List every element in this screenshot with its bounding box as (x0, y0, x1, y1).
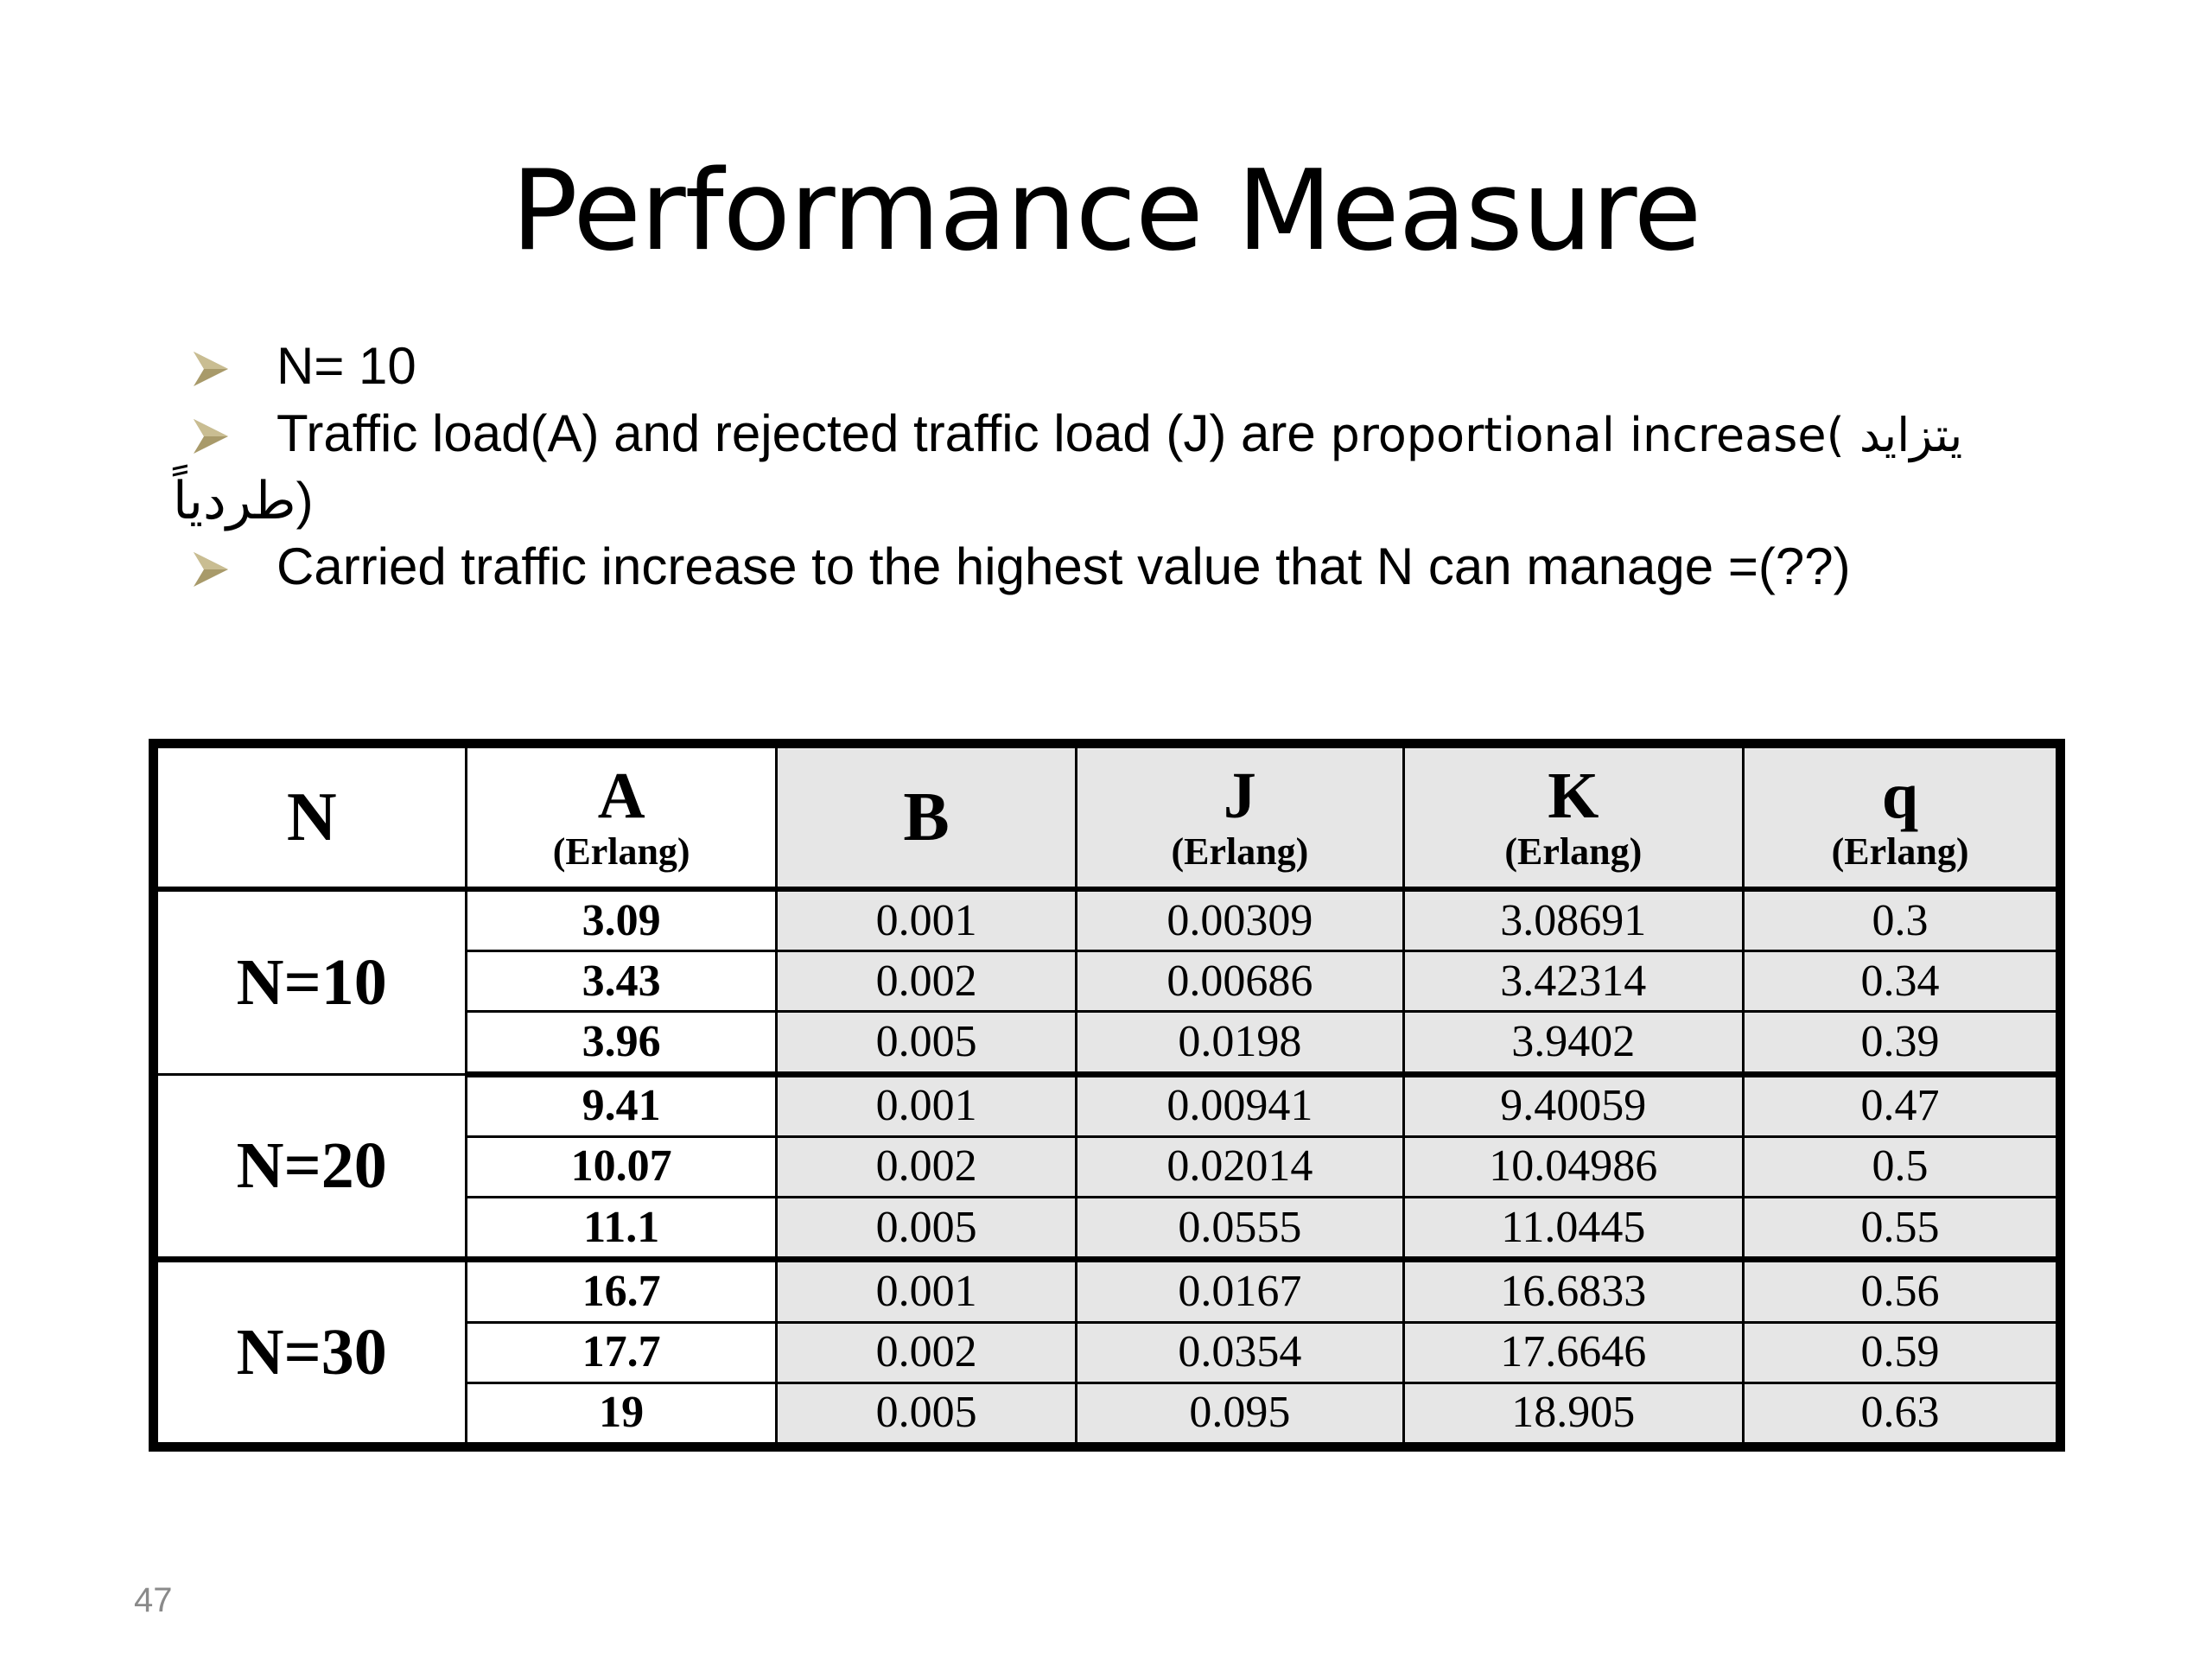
cell-a: 10.07 (467, 1136, 776, 1197)
bullet-item (173, 533, 2108, 601)
arrowhead-bullet-icon (192, 550, 230, 588)
table-row (157, 1260, 2057, 1322)
group-label-cell: N=20 (157, 1074, 467, 1260)
bullet-text-small: proportional increase( يتزايد (1330, 408, 1963, 462)
cell-k: 3.08691 (1403, 889, 1744, 951)
table-row (157, 889, 2057, 951)
bullet-item (173, 333, 2108, 400)
cell-j: 0.095 (1077, 1382, 1403, 1443)
bullet-list (173, 333, 2108, 601)
cell-q: 0.34 (1744, 951, 2057, 1012)
cell-q: 0.39 (1744, 1012, 2057, 1074)
cell-b: 0.001 (776, 889, 1076, 951)
cell-k: 17.6646 (1403, 1322, 1744, 1382)
cell-b: 0.002 (776, 1322, 1076, 1382)
group-label-cell: N=10 (157, 889, 467, 1074)
cell-j: 0.02014 (1077, 1136, 1403, 1197)
arrowhead-bullet-icon (192, 350, 230, 388)
column-header-n: N (157, 747, 467, 890)
bullet-text-continued: طردياً) (173, 472, 314, 530)
cell-q: 0.55 (1744, 1198, 2057, 1260)
cell-b: 0.002 (776, 951, 1076, 1012)
cell-k: 18.905 (1403, 1382, 1744, 1443)
cell-k: 3.9402 (1403, 1012, 1744, 1074)
table-header-row (157, 747, 2057, 890)
cell-b: 0.005 (776, 1012, 1076, 1074)
cell-b: 0.001 (776, 1260, 1076, 1322)
column-header-k: K (Erlang) (1403, 747, 1744, 890)
cell-j: 0.0354 (1077, 1322, 1403, 1382)
cell-k: 3.42314 (1403, 951, 1744, 1012)
cell-q: 0.47 (1744, 1074, 2057, 1136)
cell-b: 0.005 (776, 1198, 1076, 1260)
cell-q: 0.56 (1744, 1260, 2057, 1322)
slide-title: Performance Measure (511, 147, 1701, 276)
cell-q: 0.63 (1744, 1382, 2057, 1443)
cell-j: 0.0555 (1077, 1198, 1403, 1260)
cell-k: 16.6833 (1403, 1260, 1744, 1322)
cell-j: 0.0198 (1077, 1012, 1403, 1074)
cell-a: 9.41 (467, 1074, 776, 1136)
cell-j: 0.00309 (1077, 889, 1403, 951)
column-header-b: B (776, 747, 1076, 890)
cell-a: 3.96 (467, 1012, 776, 1074)
cell-k: 10.04986 (1403, 1136, 1744, 1197)
cell-k: 11.0445 (1403, 1198, 1744, 1260)
cell-q: 0.5 (1744, 1136, 2057, 1197)
column-header-j: J (Erlang) (1077, 747, 1403, 890)
cell-k: 9.40059 (1403, 1074, 1744, 1136)
cell-q: 0.3 (1744, 889, 2057, 951)
cell-j: 0.00686 (1077, 951, 1403, 1012)
cell-j: 0.00941 (1077, 1074, 1403, 1136)
cell-a: 3.09 (467, 889, 776, 951)
bullet-item (173, 400, 2108, 533)
bullet-text: Traffic load(A) and rejected traffic load (J) are (276, 404, 1331, 462)
column-header-q: q (Erlang) (1744, 747, 2057, 890)
table-row (157, 1074, 2057, 1136)
cell-a: 3.43 (467, 951, 776, 1012)
bullet-text: Carried traffic increase to the highest value that N can manage =(??) (276, 537, 1851, 595)
column-header-a: A (Erlang) (467, 747, 776, 890)
cell-a: 11.1 (467, 1198, 776, 1260)
arrowhead-bullet-icon (192, 417, 230, 455)
cell-b: 0.001 (776, 1074, 1076, 1136)
cell-b: 0.005 (776, 1382, 1076, 1443)
cell-b: 0.002 (776, 1136, 1076, 1197)
performance-table-frame (149, 739, 2065, 1452)
cell-a: 19 (467, 1382, 776, 1443)
cell-a: 17.7 (467, 1322, 776, 1382)
cell-a: 16.7 (467, 1260, 776, 1322)
bullet-text: N= 10 (276, 337, 416, 395)
page-number: 47 (134, 1581, 173, 1619)
cell-j: 0.0167 (1077, 1260, 1403, 1322)
cell-q: 0.59 (1744, 1322, 2057, 1382)
group-label-cell: N=30 (157, 1260, 467, 1444)
performance-table (156, 746, 2058, 1445)
